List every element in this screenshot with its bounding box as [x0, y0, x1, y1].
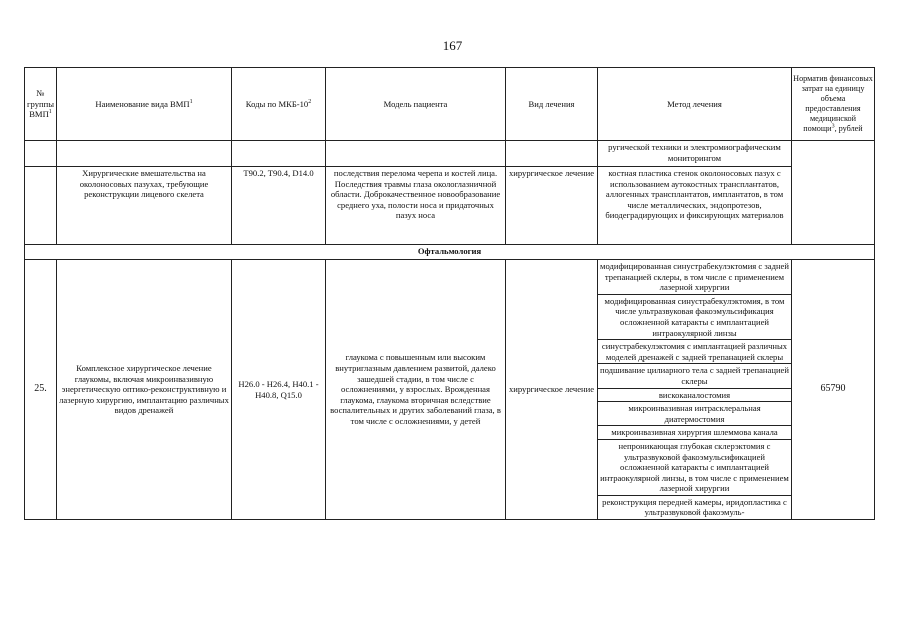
- vmp-table: [24, 67, 875, 520]
- table-row-25-first: [25, 260, 875, 295]
- codes-cell: T90.2, T90.4, D14.0: [232, 167, 326, 245]
- method-item: микроинвазивная интрасклеральная диатермостомия: [598, 402, 792, 426]
- method-cell: ругической техники и электромиографическим мониторингом: [598, 141, 792, 167]
- header-norm: Норматив финансовых затрат на единицу объема предоставления медицинской помощи$^3$, рублей: [792, 68, 875, 141]
- method-item: вискоканалостомия: [598, 388, 792, 402]
- method-cell: костная пластика стенок околоносовых пазух с использованием аутокостных трансплантатов, аллогенных трансплантатов, имплантатов, в том числе металлических, эндопротезов, биодеградирующих и фиксирующих материалов: [598, 167, 792, 245]
- model-cell: последствия перелома черепа и костей лица. Последствия травмы глаза окологлазничной области. Доброкачественное новообразование среднего уха, полости носа и придаточных пазух носа: [326, 167, 506, 245]
- page-number: 167: [442, 38, 463, 53]
- treatment-cell: хирургическое лечение: [506, 167, 598, 245]
- table-row-continued: [25, 141, 875, 167]
- model-cell: глаукома с повышенным или высоким внутриглазным давлением развитой, далеко зашедшей стадии, в том числе с осложнениями, у взрослых. Врожденная глаукома, глаукома вторичная вследствие воспалительных и других заболеваний глаза, в том числе с осложнениями, у детей: [326, 260, 506, 520]
- header-codes: Коды по МКБ-$10^2$: [232, 68, 326, 141]
- header-model: Модель пациента: [326, 68, 506, 141]
- treatment-cell: хирургическое лечение: [506, 260, 598, 520]
- header-group: № группы ВМП$^1$: [25, 68, 57, 141]
- name-cell: Хирургические вмешательства на околоносовых пазухах, требующие реконструкции лицевого скелета: [57, 167, 232, 245]
- group-cell: 25.: [25, 260, 57, 520]
- method-item: непроникающая глубокая склерэктомия с ультразвуковой факоэмульсификацией осложненной катаракты с имплантацией интраокулярной линзы, в том числе с применением лазерной хирургии: [598, 439, 792, 495]
- method-item: модифицированная синустрабекулэктомия с задней трепанацией склеры, в том числе с применением лазерной хирургии: [598, 260, 792, 295]
- method-item: микроинвазивная хирургия шлеммова канала: [598, 426, 792, 440]
- header-treatment: Вид лечения: [506, 68, 598, 141]
- header-row: [25, 68, 875, 141]
- method-item: подшивание цилиарного тела с задней трепанацией склеры: [598, 364, 792, 388]
- header-method: Метод лечения: [598, 68, 792, 141]
- codes-cell: H26.0 - H26.4, H40.1 - H40.8, Q15.0: [232, 260, 326, 520]
- method-item: синустрабекулэктомия с имплантацией различных моделей дренажей с задней трепанацией склеры: [598, 340, 792, 364]
- section-row: [25, 245, 875, 260]
- name-cell: Комплексное хирургическое лечение глаукомы, включая микроинвазивную энергетическую оптико-реконструктивную и лазерную хирургию, имплантацию различных видов дренажей: [57, 260, 232, 520]
- header-name: Наименование вида ВМП$^1$: [57, 68, 232, 141]
- section-title: Офтальмология: [25, 245, 875, 260]
- method-item: реконструкция передней камеры, иридопластика с ультразвуковой факоэмуль-: [598, 495, 792, 519]
- table-row-maxillo: [25, 167, 875, 245]
- norm-cell: 65790: [792, 260, 875, 520]
- method-item: модифицированная синустрабекулэктомия, в том числе ультразвуковая факоэмульсификация осложненной катаракты с имплантацией интраокулярной линзы: [598, 294, 792, 339]
